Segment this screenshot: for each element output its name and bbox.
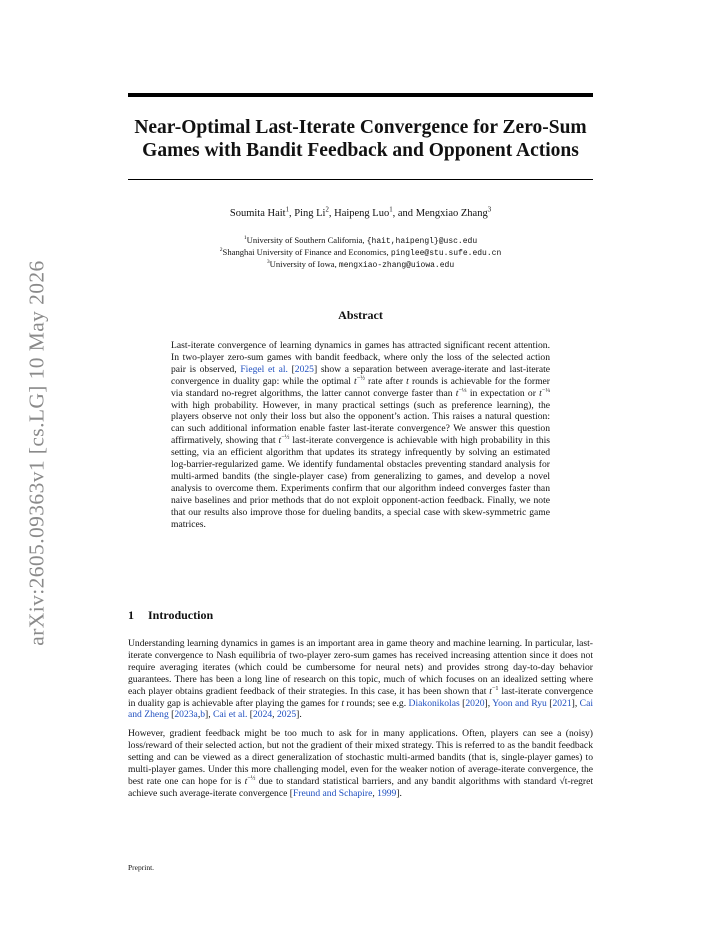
author-affil-mark: 2 — [325, 206, 329, 214]
author-name: Mengxiao Zhang — [415, 208, 488, 219]
affiliation-line — [128, 259, 593, 271]
abstract-text: Last-iterate convergence of learning dynamics in games has attracted significant recent attention. In two-player zero-sum games with bandit feedback, where only the loss of the selected action pair is observed, Fiegel et al. [2025] show a separation between average-iterate and last-iterate convergence in duality gap: while the optimal $t^{-\frac{1}{2}}$ rate after t rounds is achievable for the former via standard no-regret algorithms, the latter cannot converge faster than $t^{-\frac{1}{3}}$ in expectation or $t^{-\frac{1}{4}}$ with high probability. However, in many practical settings (such as preference learning), the players observe not only their loss but also the opponent’s action. This raises a natural question: can such additional information enable faster last-iterate convergence? We answer this question affirmatively, showing that $t^{-\frac{1}{2}}$ last-iterate convergence is achievable with high probability in this setting, via an efficient algorithm that updates its strategy infrequently by solving an estimated log-barrier-regularized game. We identify fundamental obstacles preventing standard analysis for multi-armed bandits (the single-player case) from generalizing to games, and develop a novel analysis to overcome them. Experiments confirm that our algorithm indeed converges faster than naive baselines and prior methods that do not exploit opponent-action feedback. Finally, we note that our results also improve those for dueling bandits, a special case with skew-symmetric game matrices. — [171, 340, 550, 530]
intro-paragraph-2: However, gradient feedback might be too much to ask for in many applications. Often, players can see a (noisy) loss/reward of their selected action, but not the gradient of their mixed strategy. This is referred to as the bandit feedback setting and can be viewed as a direct generalization of stochastic multi-armed bandits (that is, single-player games) to multi-player games. Under this more challenging model, even for the weaker notion of average-iterate convergence, the best rate one can hope for is $t^{-\frac{1}{2}}$ due to standard statistical barriers, and any bandit algorithms with standard √t-regret achieve such average-iterate convergence [Freund and Schapire, 1999]. — [128, 728, 594, 799]
citation-link[interactable]: Cai et al. — [213, 709, 248, 721]
affil-institution: University of Iowa, — [269, 259, 337, 269]
author-list: Soumita Hait$^1$, Ping Li$^2$, Haipeng Luo$^1$, and Mengxiao Zhang$^3$ — [229, 206, 492, 219]
arxiv-sidebar — [12, 258, 62, 648]
title-line-1: Near-Optimal Last-Iterate Convergence for Zero-Sum — [134, 117, 587, 138]
title-line-2: Games with Bandit Feedback and Opponent Actions — [142, 140, 579, 161]
affil-institution: Shanghai University of Finance and Economics, — [222, 247, 389, 257]
affil-email[interactable]: pinglee@stu.sufe.edu.cn — [390, 249, 502, 258]
section-number: 1 — [128, 608, 134, 622]
citation-year-link[interactable]: b — [200, 709, 206, 721]
citation-year-link[interactable]: 2020 — [465, 697, 485, 709]
title-top-rule — [128, 93, 593, 97]
citation-link[interactable]: Yoon and Ryu — [492, 697, 547, 709]
citation-year-link[interactable]: 1999 — [377, 787, 397, 799]
affil-number: 1 — [243, 235, 247, 242]
author-affil-mark: 3 — [487, 206, 492, 214]
citation-year-link[interactable]: 2024 — [252, 709, 273, 721]
section-title: Introduction — [148, 608, 214, 622]
citation-link[interactable]: Fiegel et al. — [240, 363, 288, 375]
affil-institution: University of Southern California, — [246, 235, 365, 245]
affil-email[interactable]: {hait,haipengl}@usc.edu — [366, 237, 478, 246]
author-affil-mark: 1 — [285, 206, 289, 214]
citation-link[interactable]: Freund and Schapire — [292, 787, 373, 799]
title-bottom-rule — [128, 179, 593, 180]
citation-year-link[interactable]: 2023a — [174, 709, 198, 721]
affiliation-line — [128, 247, 593, 259]
affiliation-line — [128, 235, 593, 247]
citation-year-link[interactable]: 2025 — [276, 709, 297, 721]
abstract-heading: Abstract — [338, 308, 383, 322]
affil-number: 3 — [266, 259, 270, 266]
author-name: Soumita Hait — [229, 208, 286, 219]
author-name: Haipeng Luo — [334, 208, 390, 219]
affil-number: 2 — [219, 247, 223, 254]
citation-year-link[interactable]: 2021 — [552, 697, 572, 709]
affiliation-list — [128, 235, 593, 271]
affil-email[interactable]: mengxiao-zhang@uiowa.edu — [338, 261, 455, 270]
intro-paragraph-1: Understanding learning dynamics in games is an important area in game theory and machine learning. In particular, last-iterate convergence to Nash equilibria of two-player zero-sum games has received increasing attention since it does not require averaging iterates (which could be cumbersome for neural nets) and provides strong day-to-day behavior guarantees. There has been a long line of research on this topic, much of which focuses on an idealized setting where each player obtains gradient feedback of their strategies. In this case, it has been shown that $t^{-1}$ last-iterate convergence in duality gap is achievable after playing the games for t rounds; see e.g. Diakonikolas [2020], Yoon and Ryu [2021], Cai and Zheng [2023a,b], Cai et al. [2024, 2025]. — [128, 638, 594, 721]
citation-year-link[interactable]: 2025 — [294, 363, 314, 375]
arxiv-identifier: arXiv:2605.09363v1 [cs.LG] 10 May 2026 — [24, 260, 49, 646]
preprint-footer: Preprint. — [128, 863, 155, 872]
section-heading-introduction — [128, 608, 213, 623]
citation-link[interactable]: Cai and Zheng — [128, 697, 593, 721]
citation-link[interactable]: Diakonikolas — [408, 697, 460, 709]
author-name: Ping Li — [294, 208, 326, 219]
author-affil-mark: 1 — [389, 206, 393, 214]
paper-title — [128, 116, 593, 162]
